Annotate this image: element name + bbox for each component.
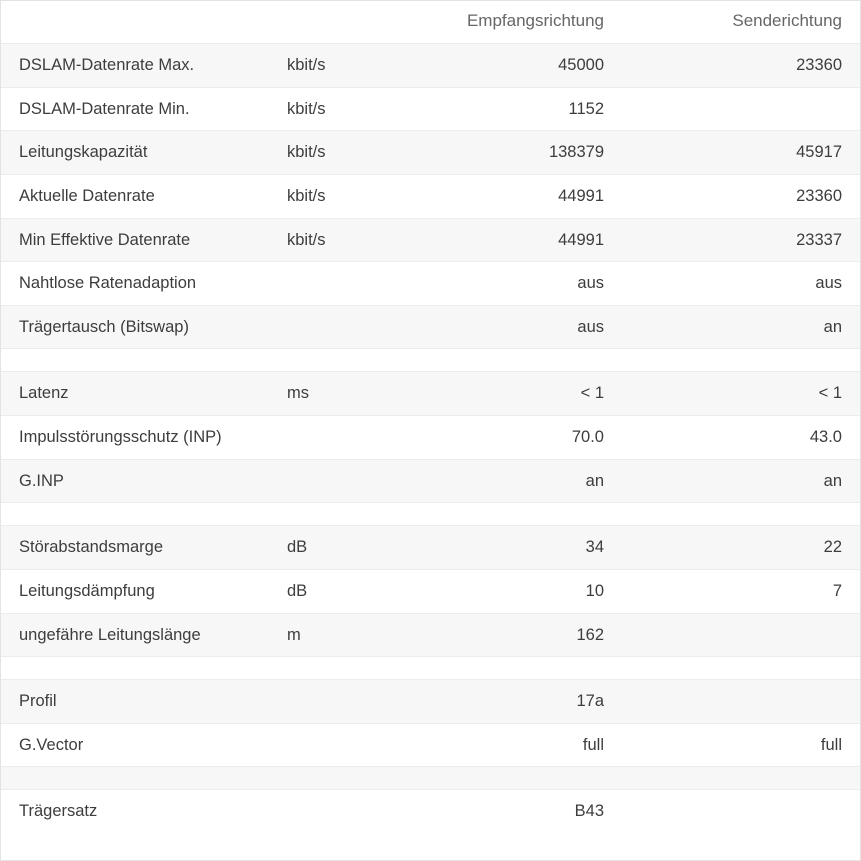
- table-row: [1, 790, 860, 833]
- table-spacer-cell: [1, 349, 860, 372]
- header-unit-column: [269, 1, 382, 44]
- table-row: [1, 174, 860, 218]
- header-upstream: Senderichtung: [622, 1, 860, 44]
- row-unit: m: [269, 613, 382, 657]
- row-upstream-value: [622, 87, 860, 131]
- row-downstream-value: 34: [382, 526, 622, 570]
- row-label: G.INP: [1, 459, 269, 503]
- row-unit: kbit/s: [269, 44, 382, 88]
- row-downstream-value: 45000: [382, 44, 622, 88]
- row-upstream-value: aus: [622, 262, 860, 306]
- table-row: [1, 569, 860, 613]
- table-row: [1, 723, 860, 767]
- row-unit: kbit/s: [269, 87, 382, 131]
- table-spacer-row: [1, 503, 860, 526]
- row-label: Leitungskapazität: [1, 131, 269, 175]
- table-row: [1, 680, 860, 724]
- row-label: Min Effektive Datenrate: [1, 218, 269, 262]
- table-row: [1, 131, 860, 175]
- row-label: Impulsstörungsschutz (INP): [1, 416, 269, 460]
- row-downstream-value: 1152: [382, 87, 622, 131]
- table-row: [1, 416, 860, 460]
- table-spacer-cell: [1, 503, 860, 526]
- dsl-statistics-table: [1, 1, 860, 833]
- table-row: [1, 613, 860, 657]
- table-row: [1, 459, 860, 503]
- header-downstream: Empfangsrichtung: [382, 1, 622, 44]
- row-label: Trägertausch (Bitswap): [1, 305, 269, 349]
- row-upstream-value: 23360: [622, 44, 860, 88]
- row-unit: dB: [269, 526, 382, 570]
- row-unit: ms: [269, 372, 382, 416]
- row-label: Aktuelle Datenrate: [1, 174, 269, 218]
- table-body: [1, 44, 860, 834]
- row-upstream-value: 23337: [622, 218, 860, 262]
- table-spacer-cell: [1, 657, 860, 680]
- row-unit: kbit/s: [269, 131, 382, 175]
- row-downstream-value: 138379: [382, 131, 622, 175]
- row-downstream-value: 44991: [382, 174, 622, 218]
- row-upstream-value: [622, 790, 860, 833]
- row-downstream-value: full: [382, 723, 622, 767]
- row-downstream-value: aus: [382, 262, 622, 306]
- row-unit: [269, 416, 382, 460]
- row-label: DSLAM-Datenrate Min.: [1, 87, 269, 131]
- table-spacer-row: [1, 767, 860, 790]
- header-label-column: [1, 1, 269, 44]
- row-upstream-value: full: [622, 723, 860, 767]
- row-upstream-value: 22: [622, 526, 860, 570]
- row-downstream-value: an: [382, 459, 622, 503]
- row-downstream-value: 44991: [382, 218, 622, 262]
- row-unit: kbit/s: [269, 174, 382, 218]
- row-unit: [269, 790, 382, 833]
- row-label: G.Vector: [1, 723, 269, 767]
- table-row: [1, 262, 860, 306]
- row-downstream-value: 10: [382, 569, 622, 613]
- row-upstream-value: 23360: [622, 174, 860, 218]
- row-unit: [269, 305, 382, 349]
- row-upstream-value: [622, 613, 860, 657]
- table-row: [1, 87, 860, 131]
- table-header-row: [1, 1, 860, 44]
- row-unit: dB: [269, 569, 382, 613]
- row-upstream-value: an: [622, 305, 860, 349]
- row-upstream-value: [622, 680, 860, 724]
- table-spacer-cell: [1, 767, 860, 790]
- table-header: [1, 1, 860, 44]
- table-row: [1, 372, 860, 416]
- row-upstream-value: 7: [622, 569, 860, 613]
- row-label: Störabstandsmarge: [1, 526, 269, 570]
- row-label: Nahtlose Ratenadaption: [1, 262, 269, 306]
- row-unit: [269, 723, 382, 767]
- table-row: [1, 526, 860, 570]
- row-unit: kbit/s: [269, 218, 382, 262]
- row-downstream-value: aus: [382, 305, 622, 349]
- row-label: Trägersatz: [1, 790, 269, 833]
- row-upstream-value: 43.0: [622, 416, 860, 460]
- row-downstream-value: < 1: [382, 372, 622, 416]
- table-row: [1, 218, 860, 262]
- row-unit: [269, 680, 382, 724]
- row-unit: [269, 262, 382, 306]
- table-spacer-row: [1, 657, 860, 680]
- row-downstream-value: 17a: [382, 680, 622, 724]
- row-downstream-value: 162: [382, 613, 622, 657]
- table-row: [1, 305, 860, 349]
- row-downstream-value: 70.0: [382, 416, 622, 460]
- table-row: [1, 44, 860, 88]
- table-spacer-row: [1, 349, 860, 372]
- row-label: DSLAM-Datenrate Max.: [1, 44, 269, 88]
- row-upstream-value: < 1: [622, 372, 860, 416]
- row-label: ungefähre Leitungslänge: [1, 613, 269, 657]
- row-upstream-value: 45917: [622, 131, 860, 175]
- row-label: Leitungsdämpfung: [1, 569, 269, 613]
- row-label: Latenz: [1, 372, 269, 416]
- row-label: Profil: [1, 680, 269, 724]
- row-unit: [269, 459, 382, 503]
- row-upstream-value: an: [622, 459, 860, 503]
- row-downstream-value: B43: [382, 790, 622, 833]
